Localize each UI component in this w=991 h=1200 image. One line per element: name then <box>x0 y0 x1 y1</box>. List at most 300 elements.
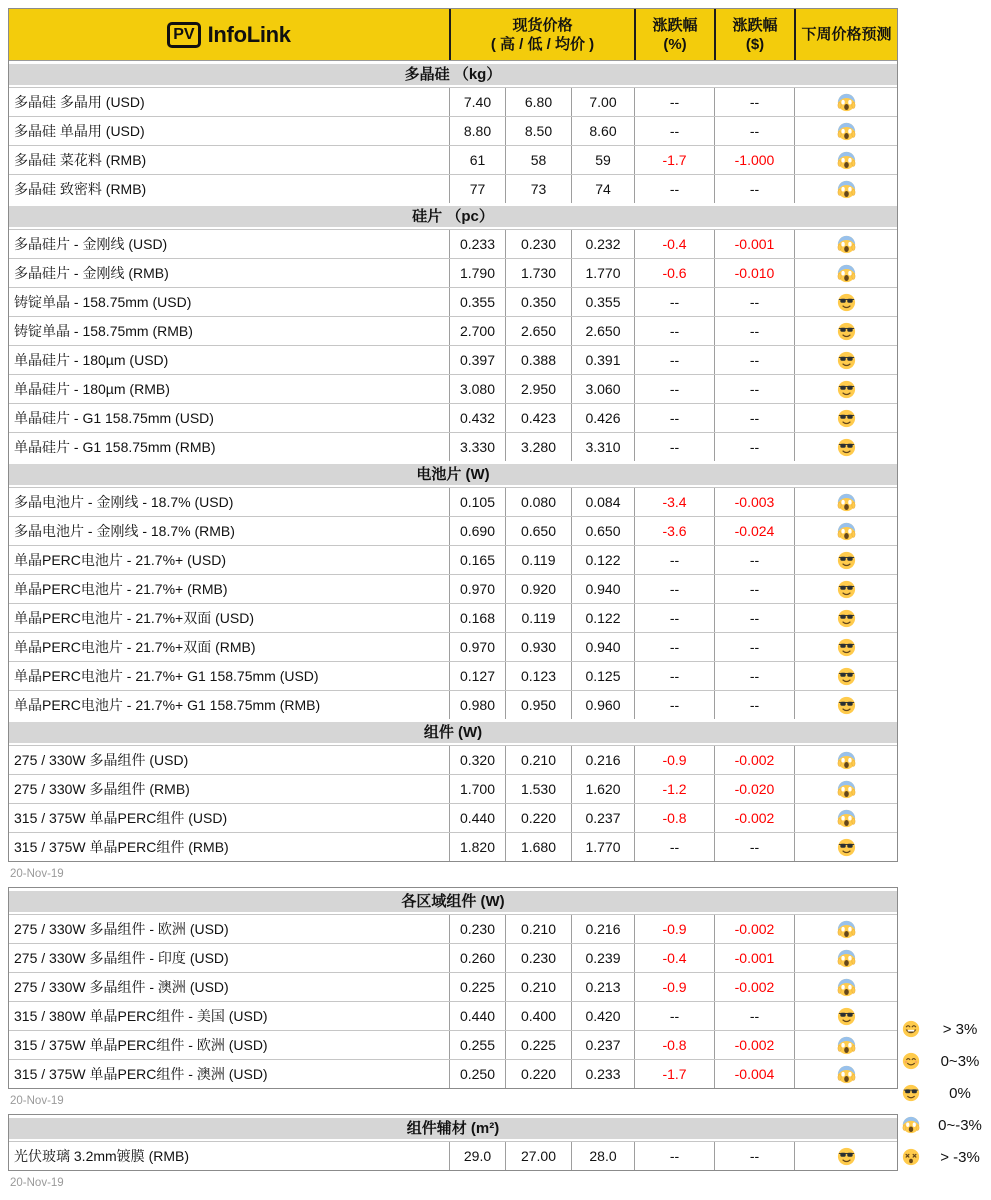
change-usd-cell: -1.000 <box>714 146 794 174</box>
low-price-cell: 0.423 <box>505 404 571 432</box>
product-name-cell: 铸锭单晶 - 158.75mm (USD) <box>14 294 192 310</box>
forecast-cell <box>794 117 897 145</box>
change-pct-cell: -- <box>634 546 714 574</box>
legend-item <box>902 1078 991 1108</box>
forecast-cell <box>794 1060 897 1088</box>
change-pct-cell: -- <box>634 175 714 203</box>
change-usd-cell: -- <box>714 433 794 461</box>
forecast-cell <box>794 175 897 203</box>
low-price-cell: 0.220 <box>505 804 571 832</box>
change-pct-cell: -- <box>634 346 714 374</box>
product-name-cell: 多晶电池片 - 金刚线 - 18.7% (RMB) <box>14 523 235 539</box>
section-header: 组件 (W) <box>9 722 897 743</box>
product-name-cell: 多晶硅片 - 金刚线 (USD) <box>14 236 168 252</box>
low-price-cell: 0.210 <box>505 746 571 774</box>
forecast-cell <box>794 404 897 432</box>
spot-price-subtitle: ( 高 / 低 / 均价 ) <box>490 35 595 53</box>
scream-emoji-icon <box>837 949 856 968</box>
forecast-title: 下周价格预测 <box>801 26 892 43</box>
change-pct-subtitle: (%) <box>663 35 687 53</box>
sunglasses-emoji-icon <box>837 322 856 341</box>
report-date: 20-Nov-19 <box>10 868 64 880</box>
change-pct-cell: -- <box>634 833 714 861</box>
change-usd-cell: -- <box>714 175 794 203</box>
change-usd-cell: -- <box>714 1002 794 1030</box>
col-header-spot-price <box>449 9 634 60</box>
change-usd-cell: -0.024 <box>714 517 794 545</box>
low-price-cell: 0.350 <box>505 288 571 316</box>
change-usd-cell: -- <box>714 633 794 661</box>
product-name-cell: 单晶PERC电池片 - 21.7%+ G1 158.75mm (USD) <box>14 668 319 684</box>
change-usd-cell: -- <box>714 662 794 690</box>
forecast-cell <box>794 775 897 803</box>
product-name-cell: 光伏玻璃 3.2mm镀膜 (RMB) <box>14 1148 189 1164</box>
col-header-forecast <box>794 9 897 60</box>
dizzy-emoji-icon <box>902 1148 920 1166</box>
high-price-cell: 0.355 <box>449 288 505 316</box>
high-price-cell: 3.080 <box>449 375 505 403</box>
legend-label: 0~3% <box>940 1052 980 1070</box>
change-pct-cell: -- <box>634 1002 714 1030</box>
table-row <box>9 1141 897 1170</box>
sunglasses-emoji-icon <box>837 551 856 570</box>
change-pct-cell: -- <box>634 604 714 632</box>
low-price-cell: 0.123 <box>505 662 571 690</box>
low-price-cell: 2.650 <box>505 317 571 345</box>
avg-price-cell: 0.355 <box>571 288 634 316</box>
change-usd-cell: -0.020 <box>714 775 794 803</box>
forecast-cell <box>794 662 897 690</box>
price-report <box>8 8 898 1196</box>
product-name-cell: 275 / 330W 多晶组件 (RMB) <box>14 781 190 797</box>
high-price-cell: 0.320 <box>449 746 505 774</box>
forecast-cell <box>794 230 897 258</box>
change-usd-cell: -- <box>714 604 794 632</box>
change-usd-cell: -- <box>714 1142 794 1170</box>
avg-price-cell: 0.122 <box>571 546 634 574</box>
avg-price-cell: 0.426 <box>571 404 634 432</box>
avg-price-cell: 0.391 <box>571 346 634 374</box>
forecast-cell <box>794 146 897 174</box>
high-price-cell: 1.700 <box>449 775 505 803</box>
scream-emoji-icon <box>837 920 856 939</box>
low-price-cell: 1.680 <box>505 833 571 861</box>
legend-label: 0~-3% <box>938 1116 982 1134</box>
forecast-cell <box>794 375 897 403</box>
scream-emoji-icon <box>902 1116 920 1134</box>
product-name-cell: 多晶硅 单晶用 (USD) <box>14 123 145 139</box>
sunglasses-emoji-icon <box>837 580 856 599</box>
table-row <box>9 432 897 461</box>
table-row <box>9 258 897 287</box>
scream-emoji-icon <box>837 978 856 997</box>
change-pct-cell: -- <box>634 633 714 661</box>
change-usd-cell: -- <box>714 575 794 603</box>
product-name-cell: 275 / 330W 多晶组件 - 印度 (USD) <box>14 950 229 966</box>
avg-price-cell: 0.216 <box>571 915 634 943</box>
table-row <box>9 1030 897 1059</box>
change-usd-title: 涨跌幅 <box>732 16 778 34</box>
legend-item <box>902 1014 991 1044</box>
high-price-cell: 0.225 <box>449 973 505 1001</box>
product-name-cell: 铸锭单晶 - 158.75mm (RMB) <box>14 323 193 339</box>
avg-price-cell: 0.216 <box>571 746 634 774</box>
product-name-cell: 多晶硅 致密料 (RMB) <box>14 181 147 197</box>
low-price-cell: 0.230 <box>505 944 571 972</box>
forecast-cell <box>794 346 897 374</box>
sunglasses-emoji-icon <box>837 609 856 628</box>
change-usd-cell: -- <box>714 317 794 345</box>
sunglasses-emoji-icon <box>837 1007 856 1026</box>
forecast-cell <box>794 915 897 943</box>
table-row <box>9 943 897 972</box>
change-pct-cell: -- <box>634 117 714 145</box>
high-price-cell: 0.230 <box>449 915 505 943</box>
change-usd-cell: -0.002 <box>714 915 794 943</box>
sunglasses-emoji-icon <box>837 1147 856 1166</box>
avg-price-cell: 0.125 <box>571 662 634 690</box>
table-row <box>9 661 897 690</box>
product-name-cell: 315 / 375W 单晶PERC组件 (RMB) <box>14 839 229 855</box>
table-row <box>9 487 897 516</box>
pv-logo-icon: PV <box>167 22 200 48</box>
change-usd-cell: -- <box>714 288 794 316</box>
avg-price-cell: 0.650 <box>571 517 634 545</box>
change-usd-cell: -- <box>714 691 794 719</box>
product-name-cell: 多晶电池片 - 金刚线 - 18.7% (USD) <box>14 494 234 510</box>
scream-emoji-icon <box>837 780 856 799</box>
avg-price-cell: 0.122 <box>571 604 634 632</box>
high-price-cell: 0.165 <box>449 546 505 574</box>
avg-price-cell: 8.60 <box>571 117 634 145</box>
high-price-cell: 1.790 <box>449 259 505 287</box>
forecast-cell <box>794 1002 897 1030</box>
legend-item <box>902 1110 991 1140</box>
change-usd-cell: -- <box>714 404 794 432</box>
table-row <box>9 1001 897 1030</box>
table-header <box>9 9 897 61</box>
section-header: 多晶硅 （kg） <box>9 64 897 85</box>
table-row <box>9 287 897 316</box>
avg-price-cell: 7.00 <box>571 88 634 116</box>
avg-price-cell: 0.940 <box>571 633 634 661</box>
sunglasses-emoji-icon <box>837 380 856 399</box>
low-price-cell: 0.230 <box>505 230 571 258</box>
scream-emoji-icon <box>837 1065 856 1084</box>
forecast-cell <box>794 288 897 316</box>
product-name-cell: 单晶PERC电池片 - 21.7%+双面 (RMB) <box>14 639 256 655</box>
change-pct-title: 涨跌幅 <box>652 16 698 34</box>
low-price-cell: 0.210 <box>505 915 571 943</box>
change-pct-cell: -0.9 <box>634 746 714 774</box>
change-usd-cell: -0.002 <box>714 804 794 832</box>
change-pct-cell: -3.6 <box>634 517 714 545</box>
low-price-cell: 0.210 <box>505 973 571 1001</box>
avg-price-cell: 0.233 <box>571 1060 634 1088</box>
col-header-change-pct <box>634 9 714 60</box>
table-row <box>9 632 897 661</box>
table-row <box>9 832 897 861</box>
table-row <box>9 345 897 374</box>
sunglasses-emoji-icon <box>837 438 856 457</box>
change-pct-cell: -0.9 <box>634 915 714 943</box>
low-price-cell: 8.50 <box>505 117 571 145</box>
high-price-cell: 0.980 <box>449 691 505 719</box>
high-price-cell: 0.250 <box>449 1060 505 1088</box>
table-row <box>9 374 897 403</box>
scream-emoji-icon <box>837 235 856 254</box>
product-name-cell: 单晶PERC电池片 - 21.7%+双面 (USD) <box>14 610 254 626</box>
product-name-cell: 多晶硅 菜花料 (RMB) <box>14 152 147 168</box>
change-pct-cell: -- <box>634 375 714 403</box>
high-price-cell: 7.40 <box>449 88 505 116</box>
high-price-cell: 77 <box>449 175 505 203</box>
low-price-cell: 0.930 <box>505 633 571 661</box>
table-row <box>9 145 897 174</box>
brand-name: InfoLink <box>207 22 291 47</box>
change-pct-cell: -0.8 <box>634 1031 714 1059</box>
scream-emoji-icon <box>837 751 856 770</box>
change-pct-cell: -- <box>634 662 714 690</box>
low-price-cell: 73 <box>505 175 571 203</box>
change-usd-cell: -- <box>714 375 794 403</box>
high-price-cell: 8.80 <box>449 117 505 145</box>
sunglasses-emoji-icon <box>837 838 856 857</box>
high-price-cell: 0.255 <box>449 1031 505 1059</box>
forecast-cell <box>794 259 897 287</box>
change-pct-cell: -- <box>634 575 714 603</box>
change-usd-subtitle: ($) <box>745 35 765 53</box>
high-price-cell: 0.260 <box>449 944 505 972</box>
product-name-cell: 275 / 330W 多晶组件 - 澳洲 (USD) <box>14 979 229 995</box>
forecast-cell <box>794 317 897 345</box>
avg-price-cell: 1.770 <box>571 833 634 861</box>
low-price-cell: 0.220 <box>505 1060 571 1088</box>
table-row <box>9 914 897 943</box>
change-pct-cell: -- <box>634 288 714 316</box>
table-row <box>9 972 897 1001</box>
change-usd-cell: -0.003 <box>714 488 794 516</box>
legend-item <box>902 1046 991 1076</box>
change-usd-cell: -- <box>714 546 794 574</box>
legend-label: 0% <box>949 1084 971 1102</box>
table-row <box>9 774 897 803</box>
change-usd-cell: -0.001 <box>714 230 794 258</box>
high-price-cell: 0.168 <box>449 604 505 632</box>
high-price-cell: 2.700 <box>449 317 505 345</box>
high-price-cell: 29.0 <box>449 1142 505 1170</box>
product-name-cell: 多晶硅片 - 金刚线 (RMB) <box>14 265 169 281</box>
scream-emoji-icon <box>837 264 856 283</box>
section-header: 组件辅材 (m²) <box>9 1118 897 1139</box>
scream-emoji-icon <box>837 122 856 141</box>
forecast-cell <box>794 1142 897 1170</box>
high-price-cell: 0.127 <box>449 662 505 690</box>
avg-price-cell: 0.237 <box>571 1031 634 1059</box>
avg-price-cell: 74 <box>571 175 634 203</box>
sunglasses-emoji-icon <box>837 409 856 428</box>
table-row <box>9 745 897 774</box>
forecast-cell <box>794 944 897 972</box>
scream-emoji-icon <box>837 180 856 199</box>
sections-host-1 <box>9 891 897 1088</box>
avg-price-cell: 59 <box>571 146 634 174</box>
avg-price-cell: 0.084 <box>571 488 634 516</box>
high-price-cell: 0.233 <box>449 230 505 258</box>
section-header: 电池片 (W) <box>9 464 897 485</box>
table-row <box>9 603 897 632</box>
product-name-cell: 单晶PERC电池片 - 21.7%+ (USD) <box>14 552 226 568</box>
product-name-cell: 315 / 375W 单晶PERC组件 - 澳洲 (USD) <box>14 1066 268 1082</box>
product-name-cell: 多晶硅 多晶用 (USD) <box>14 94 145 110</box>
forecast-cell <box>794 1031 897 1059</box>
price-table-bom <box>8 1114 898 1171</box>
forecast-cell <box>794 973 897 1001</box>
change-pct-cell: -- <box>634 88 714 116</box>
product-name-cell: 单晶硅片 - G1 158.75mm (USD) <box>14 410 214 426</box>
change-usd-cell: -0.001 <box>714 944 794 972</box>
scream-emoji-icon <box>837 522 856 541</box>
change-pct-cell: -1.2 <box>634 775 714 803</box>
section-header: 各区域组件 (W) <box>9 891 897 912</box>
low-price-cell: 6.80 <box>505 88 571 116</box>
product-name-cell: 315 / 375W 单晶PERC组件 - 欧洲 (USD) <box>14 1037 268 1053</box>
avg-price-cell: 0.960 <box>571 691 634 719</box>
avg-price-cell: 2.650 <box>571 317 634 345</box>
spot-price-title: 现货价格 <box>512 16 573 34</box>
product-name-cell: 单晶硅片 - 180µm (RMB) <box>14 381 170 397</box>
table-row <box>9 803 897 832</box>
change-pct-cell: -3.4 <box>634 488 714 516</box>
legend-label: > -3% <box>940 1148 980 1166</box>
change-usd-cell: -0.004 <box>714 1060 794 1088</box>
low-price-cell: 0.400 <box>505 1002 571 1030</box>
high-price-cell: 0.440 <box>449 1002 505 1030</box>
change-usd-cell: -0.002 <box>714 1031 794 1059</box>
forecast-cell <box>794 88 897 116</box>
low-price-cell: 0.950 <box>505 691 571 719</box>
change-pct-cell: -- <box>634 691 714 719</box>
change-pct-cell: -0.4 <box>634 944 714 972</box>
table-row <box>9 1059 897 1088</box>
high-price-cell: 61 <box>449 146 505 174</box>
scream-emoji-icon <box>837 809 856 828</box>
product-name-cell: 275 / 330W 多晶组件 (USD) <box>14 752 189 768</box>
table-row <box>9 316 897 345</box>
high-price-cell: 0.970 <box>449 633 505 661</box>
sunglasses-emoji-icon <box>902 1084 920 1102</box>
low-price-cell: 3.280 <box>505 433 571 461</box>
avg-price-cell: 28.0 <box>571 1142 634 1170</box>
table-row <box>9 87 897 116</box>
scream-emoji-icon <box>837 493 856 512</box>
forecast-cell <box>794 804 897 832</box>
forecast-cell <box>794 433 897 461</box>
sunglasses-emoji-icon <box>837 667 856 686</box>
section-header: 硅片 （pc） <box>9 206 897 227</box>
smile-emoji-icon <box>902 1052 920 1070</box>
forecast-cell <box>794 604 897 632</box>
report-date: 20-Nov-19 <box>10 1177 64 1189</box>
change-usd-cell: -0.002 <box>714 973 794 1001</box>
change-pct-cell: -0.9 <box>634 973 714 1001</box>
product-name-cell: 单晶硅片 - 180µm (USD) <box>14 352 169 368</box>
avg-price-cell: 0.213 <box>571 973 634 1001</box>
high-price-cell: 0.690 <box>449 517 505 545</box>
low-price-cell: 0.388 <box>505 346 571 374</box>
table-row <box>9 116 897 145</box>
change-pct-cell: -0.6 <box>634 259 714 287</box>
change-usd-cell: -- <box>714 833 794 861</box>
avg-price-cell: 1.770 <box>571 259 634 287</box>
change-usd-cell: -0.010 <box>714 259 794 287</box>
change-pct-cell: -- <box>634 317 714 345</box>
high-price-cell: 0.397 <box>449 346 505 374</box>
avg-price-cell: 0.239 <box>571 944 634 972</box>
sunglasses-emoji-icon <box>837 696 856 715</box>
grin-emoji-icon <box>902 1020 920 1038</box>
price-table-main <box>8 8 898 862</box>
table-row <box>9 574 897 603</box>
forecast-cell <box>794 575 897 603</box>
product-name-cell: 315 / 380W 单晶PERC组件 - 美国 (USD) <box>14 1008 268 1024</box>
low-price-cell: 0.119 <box>505 546 571 574</box>
high-price-cell: 3.330 <box>449 433 505 461</box>
high-price-cell: 0.432 <box>449 404 505 432</box>
scream-emoji-icon <box>837 151 856 170</box>
product-name-cell: 315 / 375W 单晶PERC组件 (USD) <box>14 810 228 826</box>
avg-price-cell: 0.232 <box>571 230 634 258</box>
forecast-cell <box>794 488 897 516</box>
change-pct-cell: -0.8 <box>634 804 714 832</box>
col-header-change-usd <box>714 9 794 60</box>
brand-logo <box>9 9 449 60</box>
table-row <box>9 229 897 258</box>
forecast-legend <box>902 1014 991 1174</box>
high-price-cell: 1.820 <box>449 833 505 861</box>
low-price-cell: 0.920 <box>505 575 571 603</box>
change-pct-cell: -1.7 <box>634 146 714 174</box>
low-price-cell: 0.119 <box>505 604 571 632</box>
table-row <box>9 174 897 203</box>
product-name-cell: 单晶硅片 - G1 158.75mm (RMB) <box>14 439 216 455</box>
change-usd-cell: -- <box>714 117 794 145</box>
sections-host-2 <box>9 1118 897 1170</box>
avg-price-cell: 1.620 <box>571 775 634 803</box>
avg-price-cell: 0.237 <box>571 804 634 832</box>
change-pct-cell: -- <box>634 433 714 461</box>
table-row <box>9 690 897 719</box>
scream-emoji-icon <box>837 93 856 112</box>
forecast-cell <box>794 546 897 574</box>
sunglasses-emoji-icon <box>837 638 856 657</box>
change-pct-cell: -- <box>634 404 714 432</box>
legend-item <box>902 1142 991 1172</box>
product-name-cell: 275 / 330W 多晶组件 - 欧洲 (USD) <box>14 921 229 937</box>
avg-price-cell: 0.940 <box>571 575 634 603</box>
low-price-cell: 0.650 <box>505 517 571 545</box>
change-usd-cell: -0.002 <box>714 746 794 774</box>
low-price-cell: 1.530 <box>505 775 571 803</box>
change-pct-cell: -- <box>634 1142 714 1170</box>
low-price-cell: 0.225 <box>505 1031 571 1059</box>
high-price-cell: 0.440 <box>449 804 505 832</box>
table-row <box>9 545 897 574</box>
avg-price-cell: 0.420 <box>571 1002 634 1030</box>
avg-price-cell: 3.060 <box>571 375 634 403</box>
report-date: 20-Nov-19 <box>10 1095 64 1107</box>
table-row <box>9 403 897 432</box>
